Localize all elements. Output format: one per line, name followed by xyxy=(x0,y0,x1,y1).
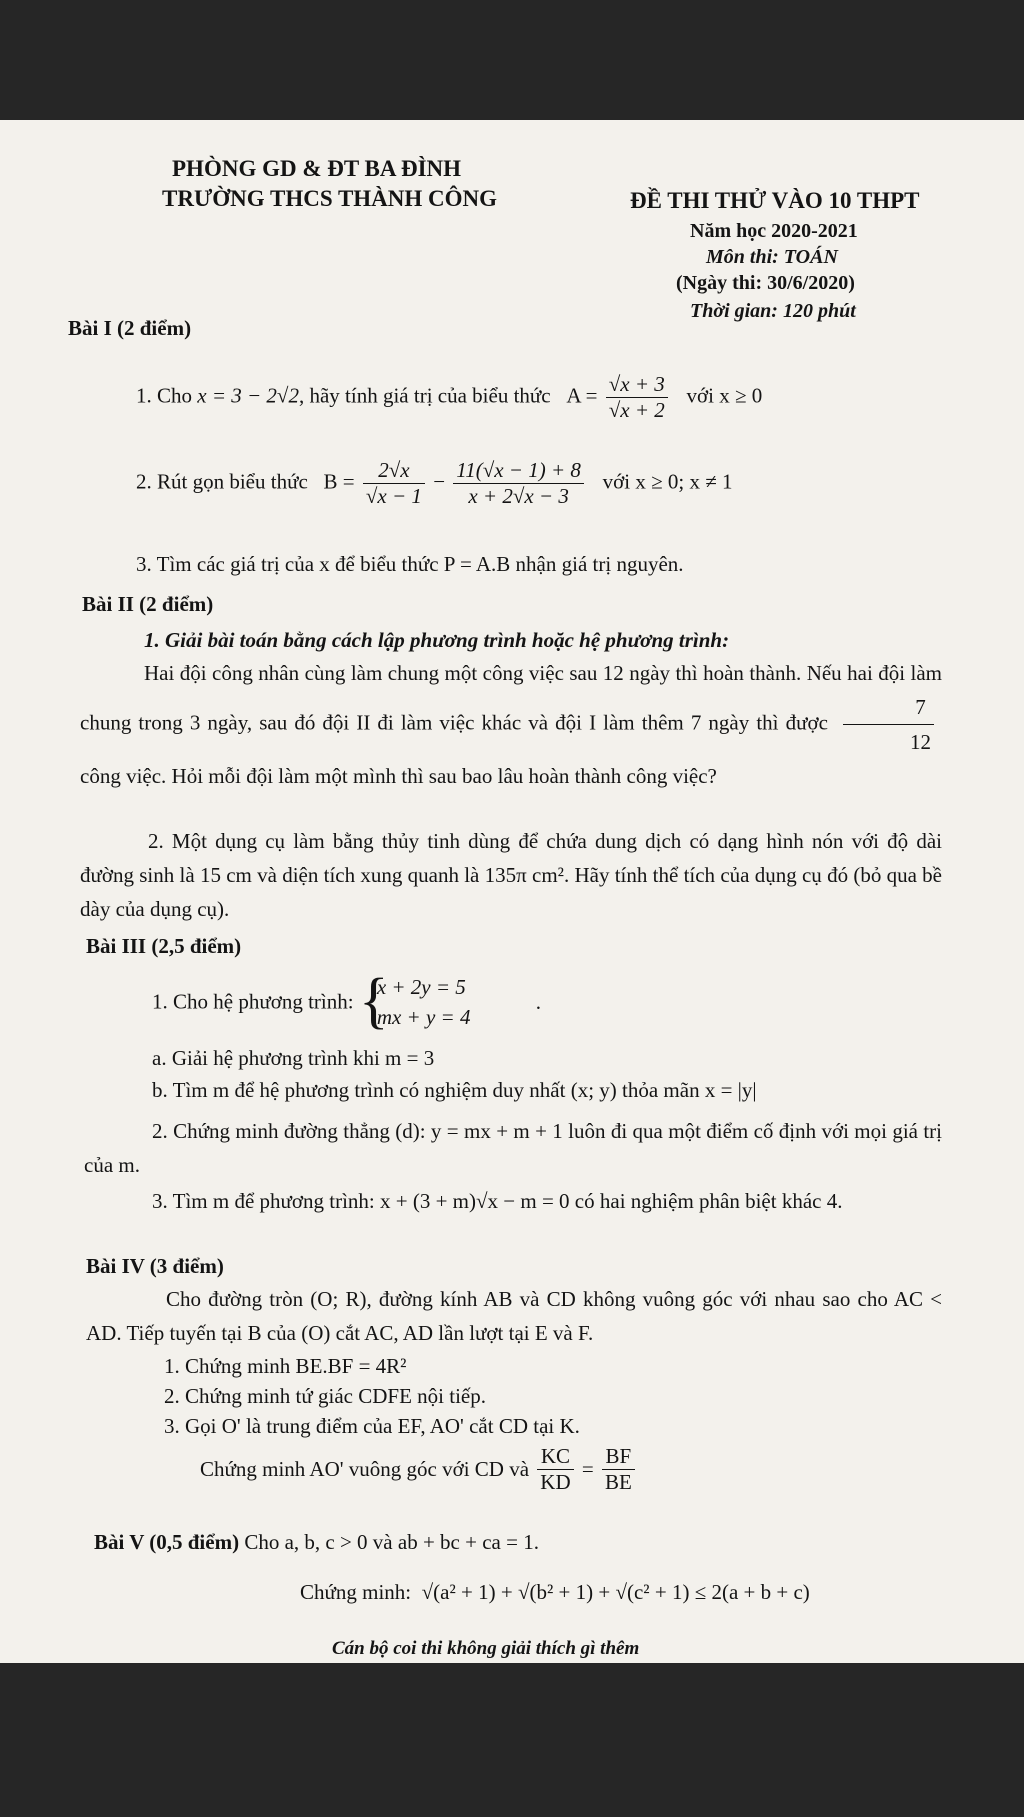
bai2-title: Bài II (2 điểm) xyxy=(82,592,214,616)
bai2-q1-heading: 1. Giải bài toán bằng cách lập phương trình hoặc hệ phương trình: xyxy=(144,628,730,652)
school-year: Năm học 2020-2021 xyxy=(690,220,858,242)
bai3-title: Bài III (2,5 điểm) xyxy=(86,934,242,958)
school-department: PHÒNG GD & ĐT BA ĐÌNH xyxy=(172,156,462,181)
bai3-eq1: x + 2y = 5 xyxy=(376,975,466,999)
bai4-fraction-bf-be: $\frac{BF}{BE}$ xyxy=(602,1444,635,1495)
bai1-q2: 2. Rút gọn biểu thức B = $\frac{2√x}{√x - 1}$ − $\frac{11(√x - 1) + 8}{x + 2√x - 3}$ với x ≥ 0; x ≠ 1 xyxy=(136,458,733,508)
bai4-q1: 1. Chứng minh BE.BF = 4R² xyxy=(164,1354,407,1378)
bai5-line2: Chứng minh: √(a² + 1) + √(b² + 1) + √(c² + 1) ≤ 2(a + b + c) xyxy=(300,1580,810,1604)
bai2-fraction: $\frac{7}{12}$ xyxy=(843,690,934,759)
bai1-q1: 1. Cho x = 3 − 2√2, hãy tính giá trị của biểu thức A = $\frac{√x + 3}{√x + 2}$ với x ≥ 0 xyxy=(136,372,763,422)
bai4-q3: 3. Gọi O' là trung điểm của EF, AO' cắt CD tại K. xyxy=(164,1414,580,1438)
bai1-q1-x: x = 3 − 2√2 xyxy=(197,383,299,408)
bai4-q3b: Chứng minh AO' vuông góc với CD và $\frac{KC}{KD}$ = $\frac{BF}{BE}$ xyxy=(200,1444,638,1495)
exam-subject: Môn thi: TOÁN xyxy=(706,246,838,268)
exam-paper xyxy=(0,120,1024,1663)
bai5-condition: Cho a, b, c > 0 và ab + bc + ca = 1. xyxy=(244,1530,539,1554)
footer-note: Cán bộ coi thi không giải thích gì thêm xyxy=(332,1638,640,1659)
exam-date: (Ngày thi: 30/6/2020) xyxy=(676,272,855,294)
exam-duration: Thời gian: 120 phút xyxy=(690,300,856,322)
bai3-q1: 1. Cho hệ phương trình: { x + 2y = 5 mx + y = 4 . xyxy=(152,967,541,1035)
school-name: TRƯỜNG THCS THÀNH CÔNG xyxy=(162,186,498,211)
bai3-eq2: mx + y = 4 xyxy=(376,1005,471,1029)
bai3-q1b: b. Tìm m để hệ phương trình có nghiệm duy nhất (x; y) thỏa mãn x = |y| xyxy=(152,1078,757,1102)
exam-title: ĐỀ THI THỬ VÀO 10 THPT xyxy=(630,188,920,213)
bai3-q2: 2. Chứng minh đường thẳng (d): y = mx + m + 1 luôn đi qua một điểm cố định với mọi giá trị của m. xyxy=(84,1119,942,1177)
top-dark-border xyxy=(0,0,1024,120)
bai4-title: Bài IV (3 điểm) xyxy=(86,1254,224,1278)
bai1-A-fraction: $\frac{√x + 3}{√x + 2}$ xyxy=(606,372,668,423)
bai1-q3: 3. Tìm các giá trị của x để biểu thức P = A.B nhận giá trị nguyên. xyxy=(136,552,684,576)
bai2-q1-text: Hai đội công nhân cùng làm chung một công việc sau 12 ngày thì hoàn thành. Nếu hai đội làm chung trong 3 ngày, sau đó đội II đi làm việc khác và đội I làm thêm 7 ngày thì được $\frac{7}{12}$ công việc. Hỏi mỗi đội làm một mình thì sau bao lâu hoàn thành công việc? xyxy=(80,661,942,788)
bottom-dark-border xyxy=(0,1663,1024,1817)
bai1-title: Bài I (2 điểm) xyxy=(68,316,192,340)
bai3-q3: 3. Tìm m để phương trình: x + (3 + m)√x − m = 0 có hai nghiệm phân biệt khác 4. xyxy=(152,1189,843,1213)
bai4-q2: 2. Chứng minh tứ giác CDFE nội tiếp. xyxy=(164,1384,487,1408)
bai5-title: Bài V (0,5 điểm) xyxy=(94,1530,240,1554)
bai2-q2-text: 2. Một dụng cụ làm bằng thủy tinh dùng để chứa dung dịch có dạng hình nón với độ dài đường sinh là 15 cm và diện tích xung quanh là 135π cm². Hãy tính thể tích của dụng cụ đó (bỏ qua bề dày của dụng cụ). xyxy=(80,829,942,921)
bai1-B-fraction-1: $\frac{2√x}{√x - 1}$ xyxy=(363,458,425,509)
bai1-B-fraction-2: $\frac{11(√x - 1) + 8}{x + 2√x - 3}$ xyxy=(453,458,584,509)
bai4-intro: Cho đường tròn (O; R), đường kính AB và CD không vuông góc với nhau sao cho AC < AD. Tiếp tuyến tại B của (O) cắt AC, AD lần lượt tại E và F. xyxy=(86,1287,942,1345)
bai3-system: { x + 2y = 5 mx + y = 4 xyxy=(358,967,471,1035)
bai3-q1a: a. Giải hệ phương trình khi m = 3 xyxy=(152,1046,435,1070)
bai4-fraction-kc-kd: $\frac{KC}{KD}$ xyxy=(537,1444,573,1495)
bai5-line1 xyxy=(94,1530,539,1555)
bai5-inequality: √(a² + 1) + √(b² + 1) + √(c² + 1) ≤ 2(a + b + c) xyxy=(421,1580,810,1604)
